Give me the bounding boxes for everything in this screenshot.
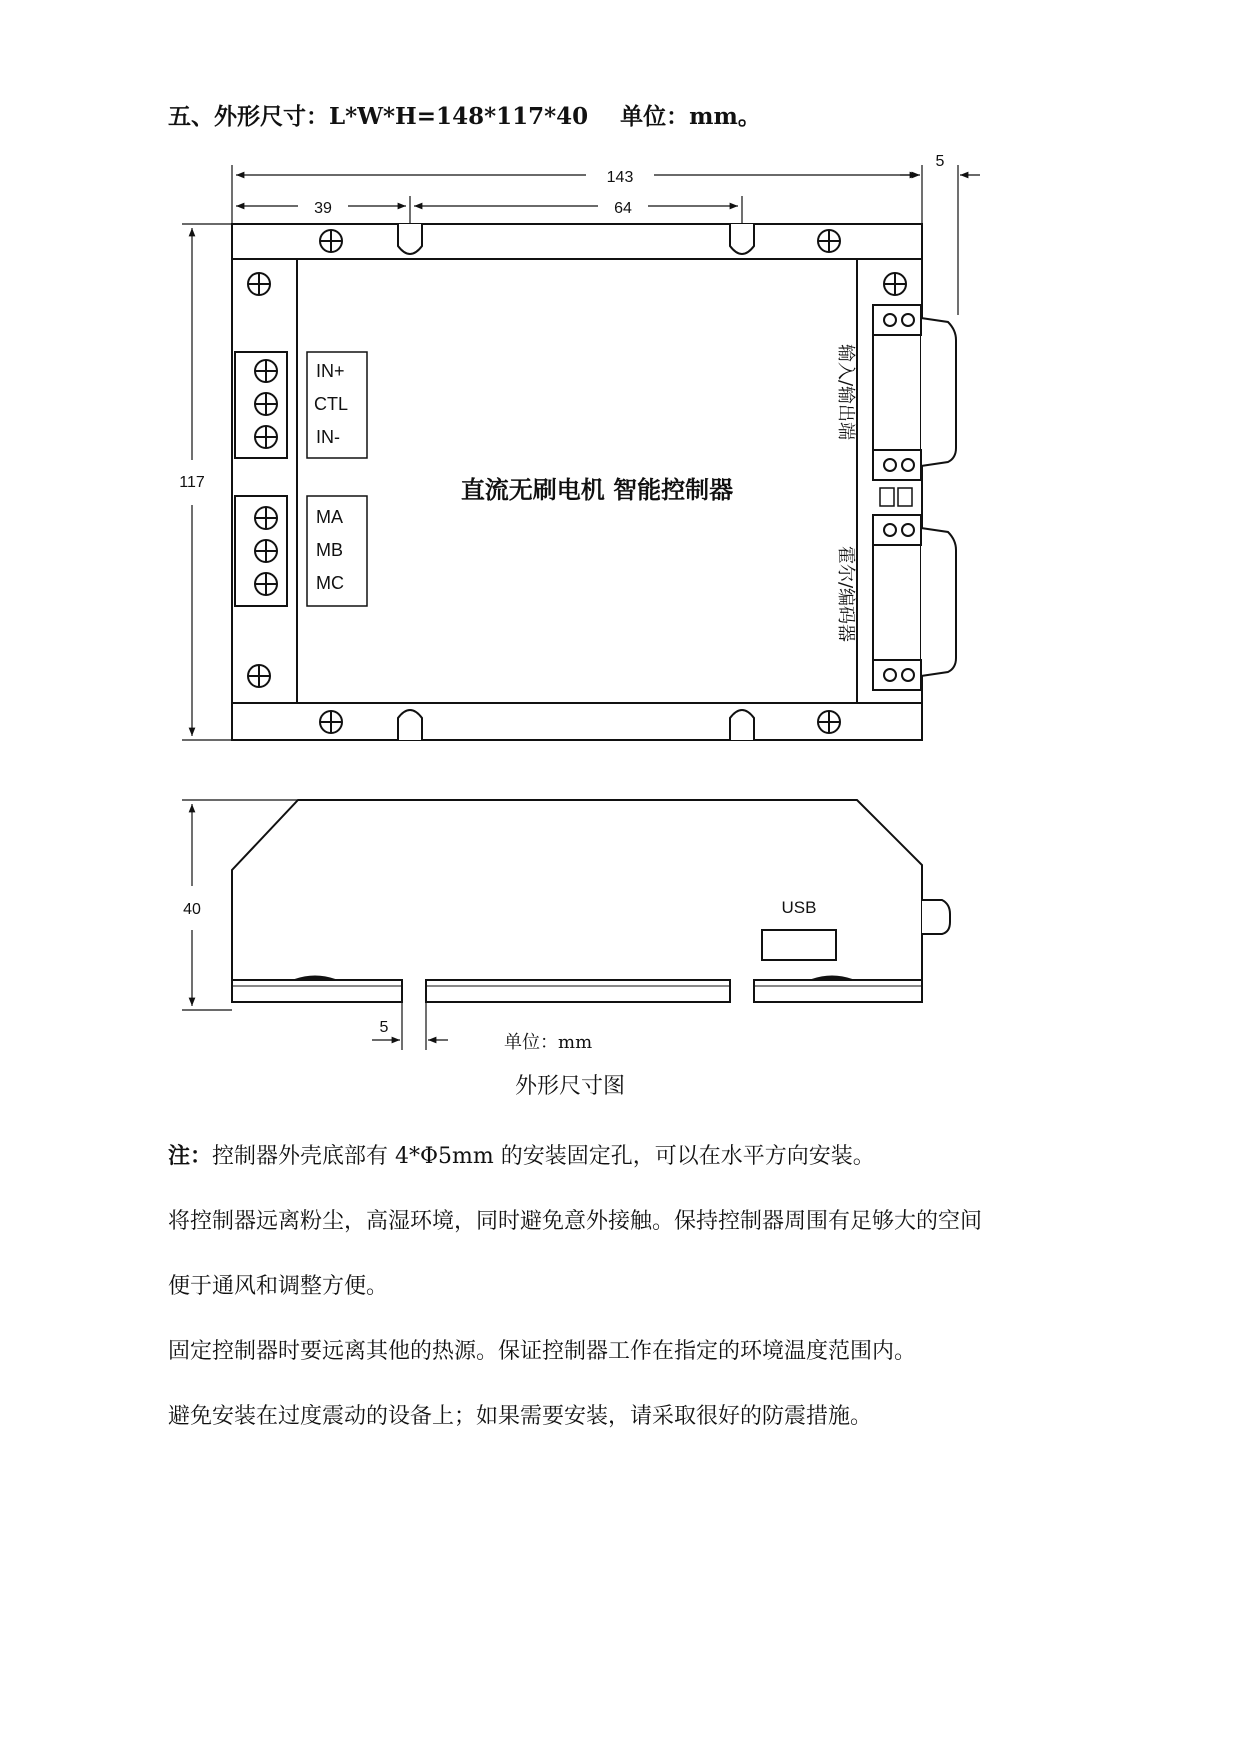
screw-icon [818,230,840,252]
terminal-label: MB [316,540,343,560]
dim-height-40: 40 [183,901,201,918]
terminal-label: MC [316,573,344,593]
terminal-block-input [235,352,367,458]
terminal-label: IN+ [316,361,345,381]
note-line-1 [168,1139,875,1170]
usb-label: USB [781,898,817,917]
terminal-label: MA [316,507,343,527]
note-line-4: 固定控制器时要远离其他的热源。保证控制器工作在指定的环境温度范围内。 [168,1339,917,1364]
dim-64: 64 [614,200,632,217]
dim-total-length: 143 [606,169,634,186]
port-label-io: 输入/输出端 [835,343,856,441]
usb-port [762,930,836,960]
screw-icon [320,230,342,252]
note-line-5: 避免安装在过度震动的设备上；如果需要安装，请采取很好的防震措施。 [168,1404,873,1429]
note-text: 控制器外壳底部有 4*Φ5mm 的安装固定孔，可以在水平方向安装。 [212,1144,875,1169]
dim-5: 5 [935,153,945,170]
figure-caption: 外形尺寸图 [514,1074,625,1099]
note-label: 注： [168,1143,213,1169]
dimension-lines-top [182,165,980,740]
led-indicator [880,488,912,506]
dim-height-117: 117 [179,474,205,491]
screw-icon [320,711,342,733]
port-label-encoder: 霍尔/编码器 [835,545,856,643]
terminal-block-motor [235,496,367,606]
unit-label: 单位：mm [504,1032,593,1053]
note-line-2: 将控制器远离粉尘，高湿环境，同时避免意外接触。保持控制器周围有足够大的空间 [168,1209,983,1234]
product-title: 直流无刷电机 智能控制器 [460,476,734,504]
screw-icon [248,665,270,687]
section-heading: 五、外形尺寸：L*W*H=148*117*40 单位：mm。 [168,103,761,130]
dim-39: 39 [314,200,332,217]
screw-icon [818,711,840,733]
db9-connector-io [873,305,956,480]
screw-icon [248,273,270,295]
screw-icon [884,273,906,295]
dim-gap-5: 5 [379,1019,389,1036]
side-view [232,800,950,1002]
note-line-3: 便于通风和调整方便。 [168,1274,389,1299]
db9-connector-encoder [873,515,956,690]
terminal-label: CTL [314,394,349,414]
terminal-label: IN- [316,427,340,447]
